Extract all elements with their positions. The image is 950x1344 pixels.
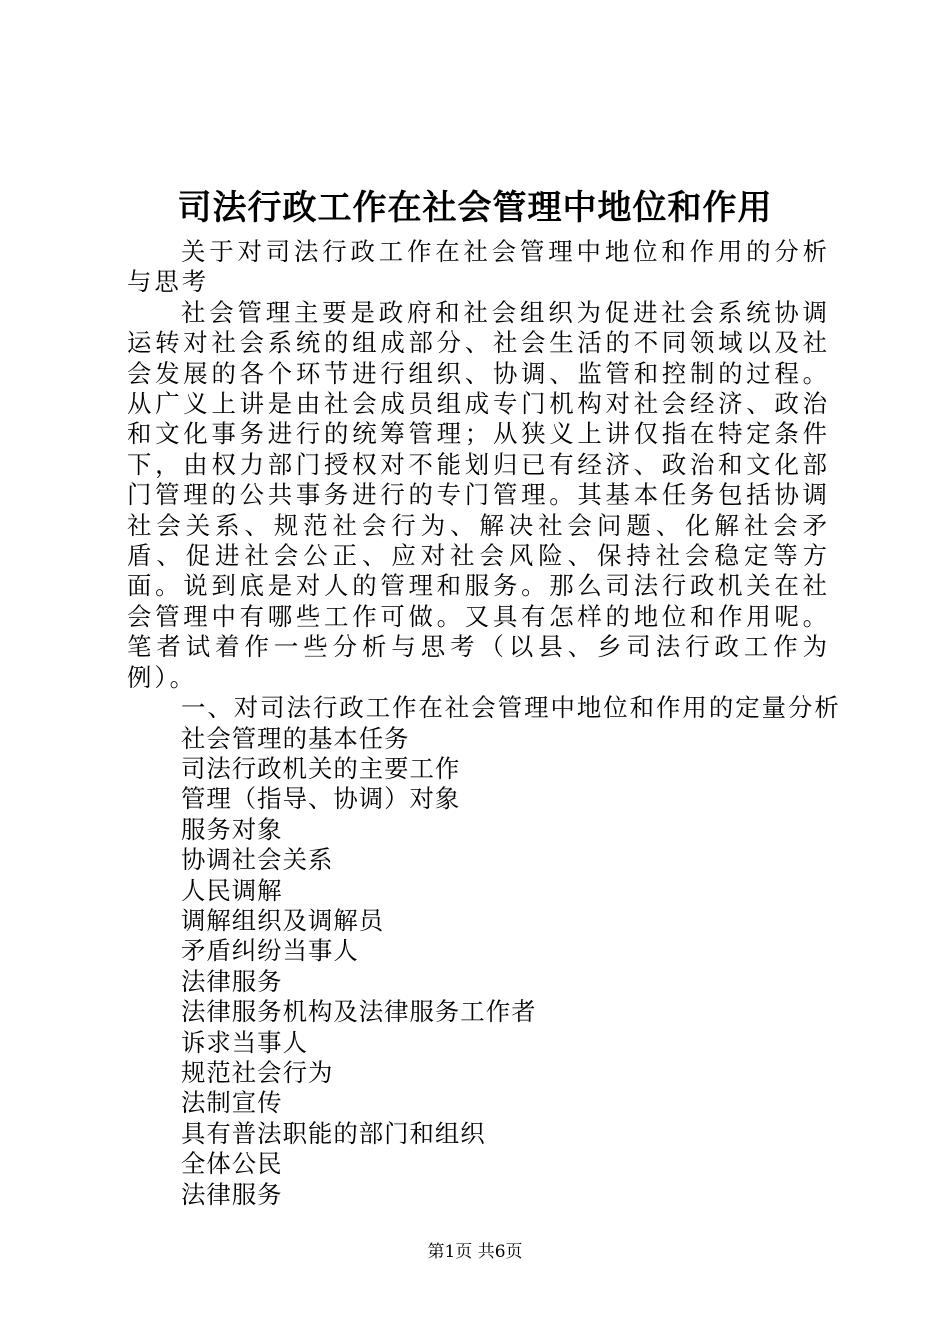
document-body [127, 237, 841, 1210]
outline-line: 一、对司法行政工作在社会管理中地位和作用的定量分析 [181, 693, 841, 723]
outline-line: 规范社会行为 [181, 1057, 334, 1087]
subtitle-paragraph: 关于对司法行政工作在社会管理中地位和作用的分析与思考 [127, 237, 830, 297]
outline-line: 调解组织及调解员 [181, 905, 385, 935]
outline-line: 法律服务 [181, 966, 283, 996]
outline-list [127, 693, 841, 1210]
outline-line: 全体公民 [181, 1149, 283, 1179]
outline-line: 法制宣传 [181, 1088, 283, 1118]
outline-line: 服务对象 [181, 814, 283, 844]
outline-line: 司法行政机关的主要工作 [181, 753, 461, 783]
outline-line: 法律服务机构及法律服务工作者 [181, 997, 537, 1027]
outline-line: 协调社会关系 [181, 845, 334, 875]
outline-line: 管理（指导、协调）对象 [181, 784, 461, 814]
outline-line: 人民调解 [181, 875, 283, 905]
outline-line: 社会管理的基本任务 [181, 723, 410, 753]
outline-line: 法律服务 [181, 1179, 283, 1209]
document-title: 司法行政工作在社会管理中地位和作用 [177, 188, 773, 228]
intro-paragraph: 社会管理主要是政府和社会组织为促进社会系统协调运转对社会系统的组成部分、社会生活的不同领域以及社会发展的各个环节进行组织、协调、监管和控制的过程。从广义上讲是由社会成员组成专门机构对社会经济、政治和文化事务进行的统筹管理；从狭义上讲仅指在特定条件下，由权力部门授权对不能划归已有经济、政治和文化部门管理的公共事务进行的专门管理。其基本任务包括协调社会关系、规范社会行为、解决社会问题、化解社会矛盾、促进社会公正、应对社会风险、保持社会稳定等方面。说到底是对人的管理和服务。那么司法行政机关在社会管理中有哪些工作可做。又具有怎样的地位和作用呢。笔者试着作一些分析与思考（以县、乡司法行政工作为例）。 [127, 297, 830, 692]
outline-line: 矛盾纠纷当事人 [181, 936, 359, 966]
outline-line: 诉求当事人 [181, 1027, 308, 1057]
outline-line: 具有普法职能的部门和组织 [181, 1118, 486, 1148]
page-footer: 第1页 共6页 [427, 1242, 523, 1262]
